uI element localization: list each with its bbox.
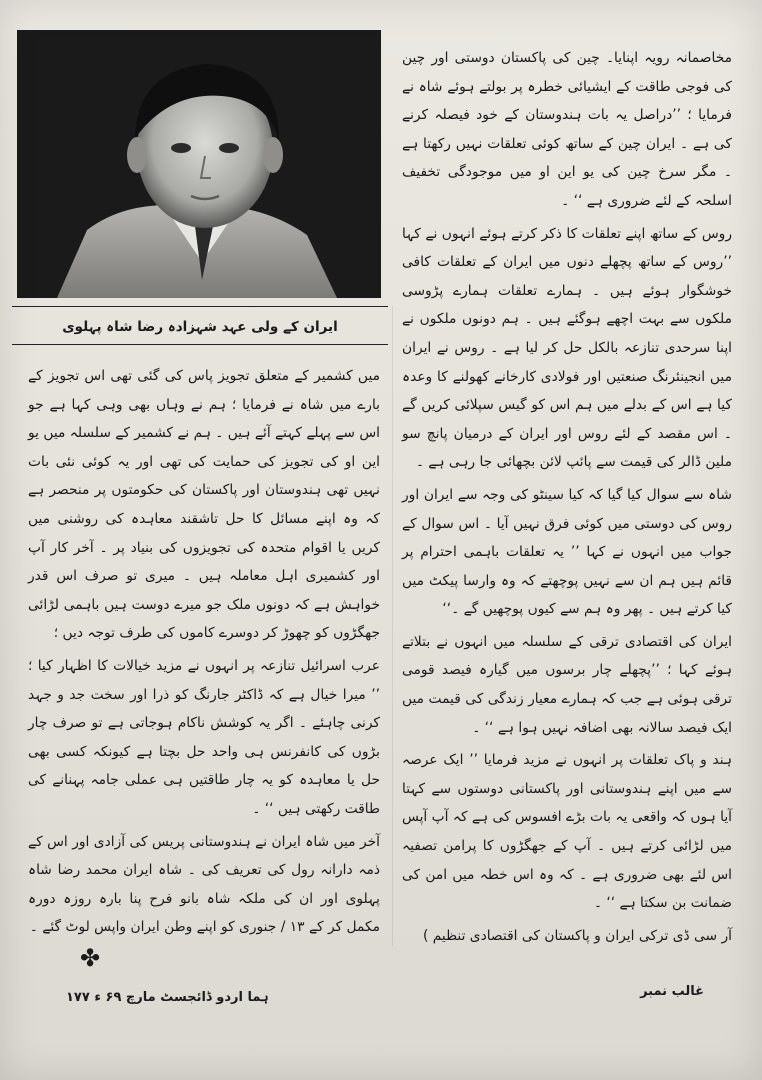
paragraph: میں کشمیر کے متعلق تجویز پاس کی گئی تھی اس تجویز کے بارے میں شاہ نے فرمایا ؛ ہم نے وہاں بھی وہی کہا ہے جو اس سے پہلے کہتے آئے ہیں ۔ ہم نے کشمیر کے سلسلہ میں یو این او کی تجویز کی حمایت کی تھی اور یہ کوئی نئی بات نہیں تھی ہندوستان اور پاکستان کی حکومتوں پر منحصر ہے کہ وہ اپنے مسائل کا حل تاشقند معاہدہ کی روشنی میں کریں یا اقوام متحدہ کی تجویزوں کی بنیاد پر ۔ آخر کار آپ اور کشمیری اہل معاملہ ہیں ۔ میری تو صرف اس قدر خواہش ہے کہ دونوں ملک جو میرے دوست ہیں باہمی لڑائی جھگڑوں کو چھوڑ کر دوسرے کاموں کی طرف توجہ دیں ؛ bbox=[28, 368, 380, 642]
page-footer-issue: غالب نمبر bbox=[640, 984, 704, 999]
paragraph: روس کے ساتھ اپنے تعلقات کا ذکر کرتے ہوئے انہوں نے کہا ’’روس کے ساتھ پچھلے دنوں میں ایران کے تعلقات کافی خوشگوار ہوئے ہیں ۔ ہمارے تعلقات ہمارے پڑوسی ملکوں سے بہت اچھے ہوگئے ہیں ۔ ہم دونوں ملکوں نے اپنا سرحدی تنازعہ بالکل حل کر لیا ہے ۔ روس نے ایران میں انجینئرنگ صنعتیں اور فولادی کارخانے کھولنے کا وعدہ کیا ہے اس کے بدلے میں ہم اس کو گیس سپلائی کریں گے ۔ اس مقصد کے لئے روس اور ایران کے درمیان پانچ سو ملین ڈالر کی قیمت سے پائپ لائن بچھائی جا رہی ہے ۔ bbox=[402, 225, 732, 471]
paragraph: ہند و پاک تعلقات پر انہوں نے مزید فرمایا ’’ ایک عرصہ سے میں اپنے ہندوستانی اور پاکستانی دوستوں سے کہتا آیا ہوں کہ واقعی یہ بات بڑے افسوس کی ہے کہ آپ آپس میں لڑائی کرتے ہیں ۔ آپ کے جھگڑوں کا پرامن تصفیہ اس لئے بھی ضروری ہے ۔ کہ وہ اس خطہ میں امن کی ضمانت بن سکتا ہے ‘‘ ۔ bbox=[402, 752, 732, 912]
left-column bbox=[28, 362, 380, 942]
page-footer-folio: ہما اردو ڈائجسٹ مارچ ۶۹ ء ۱۷۷ bbox=[66, 990, 269, 1005]
caption-bottom-rule bbox=[12, 344, 388, 345]
paragraph: شاہ سے سوال کیا گیا کہ کیا سینٹو کی وجہ سے ایران اور روس کی دوستی میں کوئی فرق نہیں آیا ۔ اس سوال کے جواب میں انہوں نے کہا ’’ یہ تعلقات باہمی احترام پر قائم ہیں ہم ان سے نہیں پوچھتے کہ وہ وارسا پیکٹ میں کیا کرتے ہیں ۔ پھر وہ ہم سے کیوں پوچھیں گے ۔‘‘ bbox=[402, 486, 732, 618]
paragraph: آر سی ڈی ترکی ایران و پاکستان کی اقتصادی تنظیم ) bbox=[422, 927, 732, 944]
right-column bbox=[402, 44, 732, 950]
prince-photo bbox=[17, 30, 381, 298]
paragraph: آخر میں شاہ ایران نے ہندوستانی پریس کی آزادی اور اس کے ذمہ دارانہ رول کی تعریف کی ۔ شاہ ایران محمد رضا شاہ پہلوی اور ان کی ملکہ شاہ بانو فرح پنا بارہ روزہ دورہ مکمل کر کے ۱۳ / جنوری کو اپنے وطن ایران واپس لوٹ گئے ۔ bbox=[28, 833, 380, 936]
paragraph: مخاصمانہ رویہ اپنایا۔ چین کی پاکستان دوستی اور چین کی فوجی طاقت کے ایشیائی خطرہ پر بولتے ہوئے شاہ نے فرمایا ؛ ’’دراصل یہ بات ہندوستان کے خود فیصلہ کرنے کی ہے ۔ ایران چین کے ساتھ کوئی تعلقات نہیں رکھتا ہے ۔ مگر سرخ چین کی یو این او میں موجودگی تخفیف اسلحہ کے لئے ضروری ہے ‘‘ ۔ bbox=[402, 50, 732, 209]
column-divider bbox=[392, 306, 393, 946]
photo-caption: ایران کے ولی عہد شہزادہ رضا شاہ پہلوی bbox=[62, 319, 338, 335]
ornament-icon: ✤ bbox=[80, 944, 101, 972]
paragraph: عرب اسرائیل تنازعہ پر انہوں نے مزید خیالات کا اظہار کیا ؛ ’’ میرا خیال ہے کہ ڈاکٹر جارنگ کو ذرا اور سخت جد و جہد کرنی چاہئے ۔ اگر یہ کوشش ناکام ہوجاتی ہے تو صرف چار بڑوں کی کانفرنس ہی واحد حل بچتا ہے کیونکہ کسی بھی حل یا معاہدہ کو یہ چار طاقتیں ہی عملی جامہ پہنانے کی طاقت رکھتی ہیں ‘‘ ۔ bbox=[28, 657, 380, 817]
paragraph: ایران کی اقتصادی ترقی کے سلسلہ میں انہوں نے بتلاتے ہوئے کہا ؛ ’’پچھلے چار برسوں میں گیارہ فیصد قومی ترقی ہوئی ہے جب کہ ہمارے معیار زندگی کی قیمت میں ایک فیصد سالانہ بھی اضافہ نہیں ہوا ہے ‘‘ ۔ bbox=[402, 633, 732, 736]
caption-top-rule bbox=[12, 306, 388, 307]
